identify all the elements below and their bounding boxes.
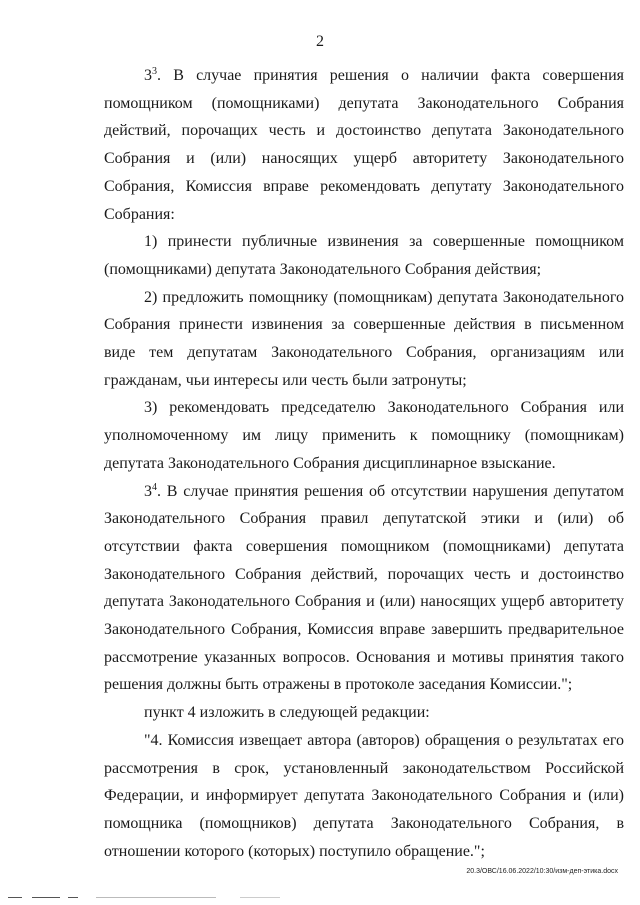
paragraph-4 <box>104 727 624 866</box>
item-superscript: 3 <box>152 66 157 77</box>
page-number: 2 <box>316 33 324 50</box>
subparagraph-1 <box>104 228 624 283</box>
item-superscript: 4 <box>152 481 157 493</box>
paragraph-text: пункт 4 изложить в следующей редакции: <box>144 704 430 722</box>
document-file-code: 20.3/ОВС/16.06.2022/10:30/изм-деп-этика.docx <box>466 868 618 875</box>
subparagraph-3 <box>104 394 624 477</box>
paragraph-text: 1) принести публичные извинения за совершенные помощником (помощниками) депутата Законодательного Собрания действия; <box>104 233 624 278</box>
paragraph-3-4 <box>104 478 624 700</box>
paragraph-text: . В случае принятия решения об отсутствии нарушения депутатом Законодательного Собрания правил депутатской этики и (или) об отсутствии факта совершения помощником (помощниками) депутата Законодательного Собрания действий, порочащих честь и достоинство депутата Законодательного Собрания и (или) наносящих ущерб авторитету Законодательного Собрания, Комиссия вправе завершить предварительное рассмотрение указанных вопросов. Основания и мотивы принятия такого решения должны быть отражены в протоколе заседания Комиссии."; <box>104 482 624 694</box>
paragraph-text: 3) рекомендовать председателю Законодательного Собрания или уполномоченному им лицу применить к помощнику (помощникам) депутата Законодательного Собрания дисциплинарное взыскание. <box>104 399 624 472</box>
amendment-instruction <box>104 699 624 727</box>
paragraph-3-3 <box>104 62 624 228</box>
paragraph-text: 2) предложить помощнику (помощникам) депутата Законодательного Собрания принести извинения за совершенные действия в письменном виде тем депутатам Законодательного Собрания, организациям или гражданам, чьи интересы или честь были затронуты; <box>104 288 624 389</box>
subparagraph-2 <box>104 284 624 395</box>
paragraph-text: . В случае принятия решения о наличии факта совершения помощником (помощниками) депутата Законодательного Собрания действий, порочащих честь и достоинство депутата Законодательного Собрания и (или) наносящих ущерб авторитету Законодательного Собрания, Комиссия вправе рекомендовать депутату Законодательного Собрания: <box>104 67 624 223</box>
document-body <box>104 62 624 865</box>
scan-edge-marks <box>0 897 640 901</box>
item-number: 3 <box>144 67 152 84</box>
paragraph-text: "4. Комиссия извещает автора (авторов) обращения о результатах его рассмотрения в срок, установленный законодательством Российской Федерации, и информирует депутата Законодательного Собрания и (или) помощника (помощников) депутата Законодательного Собрания, в отношении которого (которых) поступило обращение."; <box>104 731 624 860</box>
item-number: 3 <box>144 482 152 500</box>
